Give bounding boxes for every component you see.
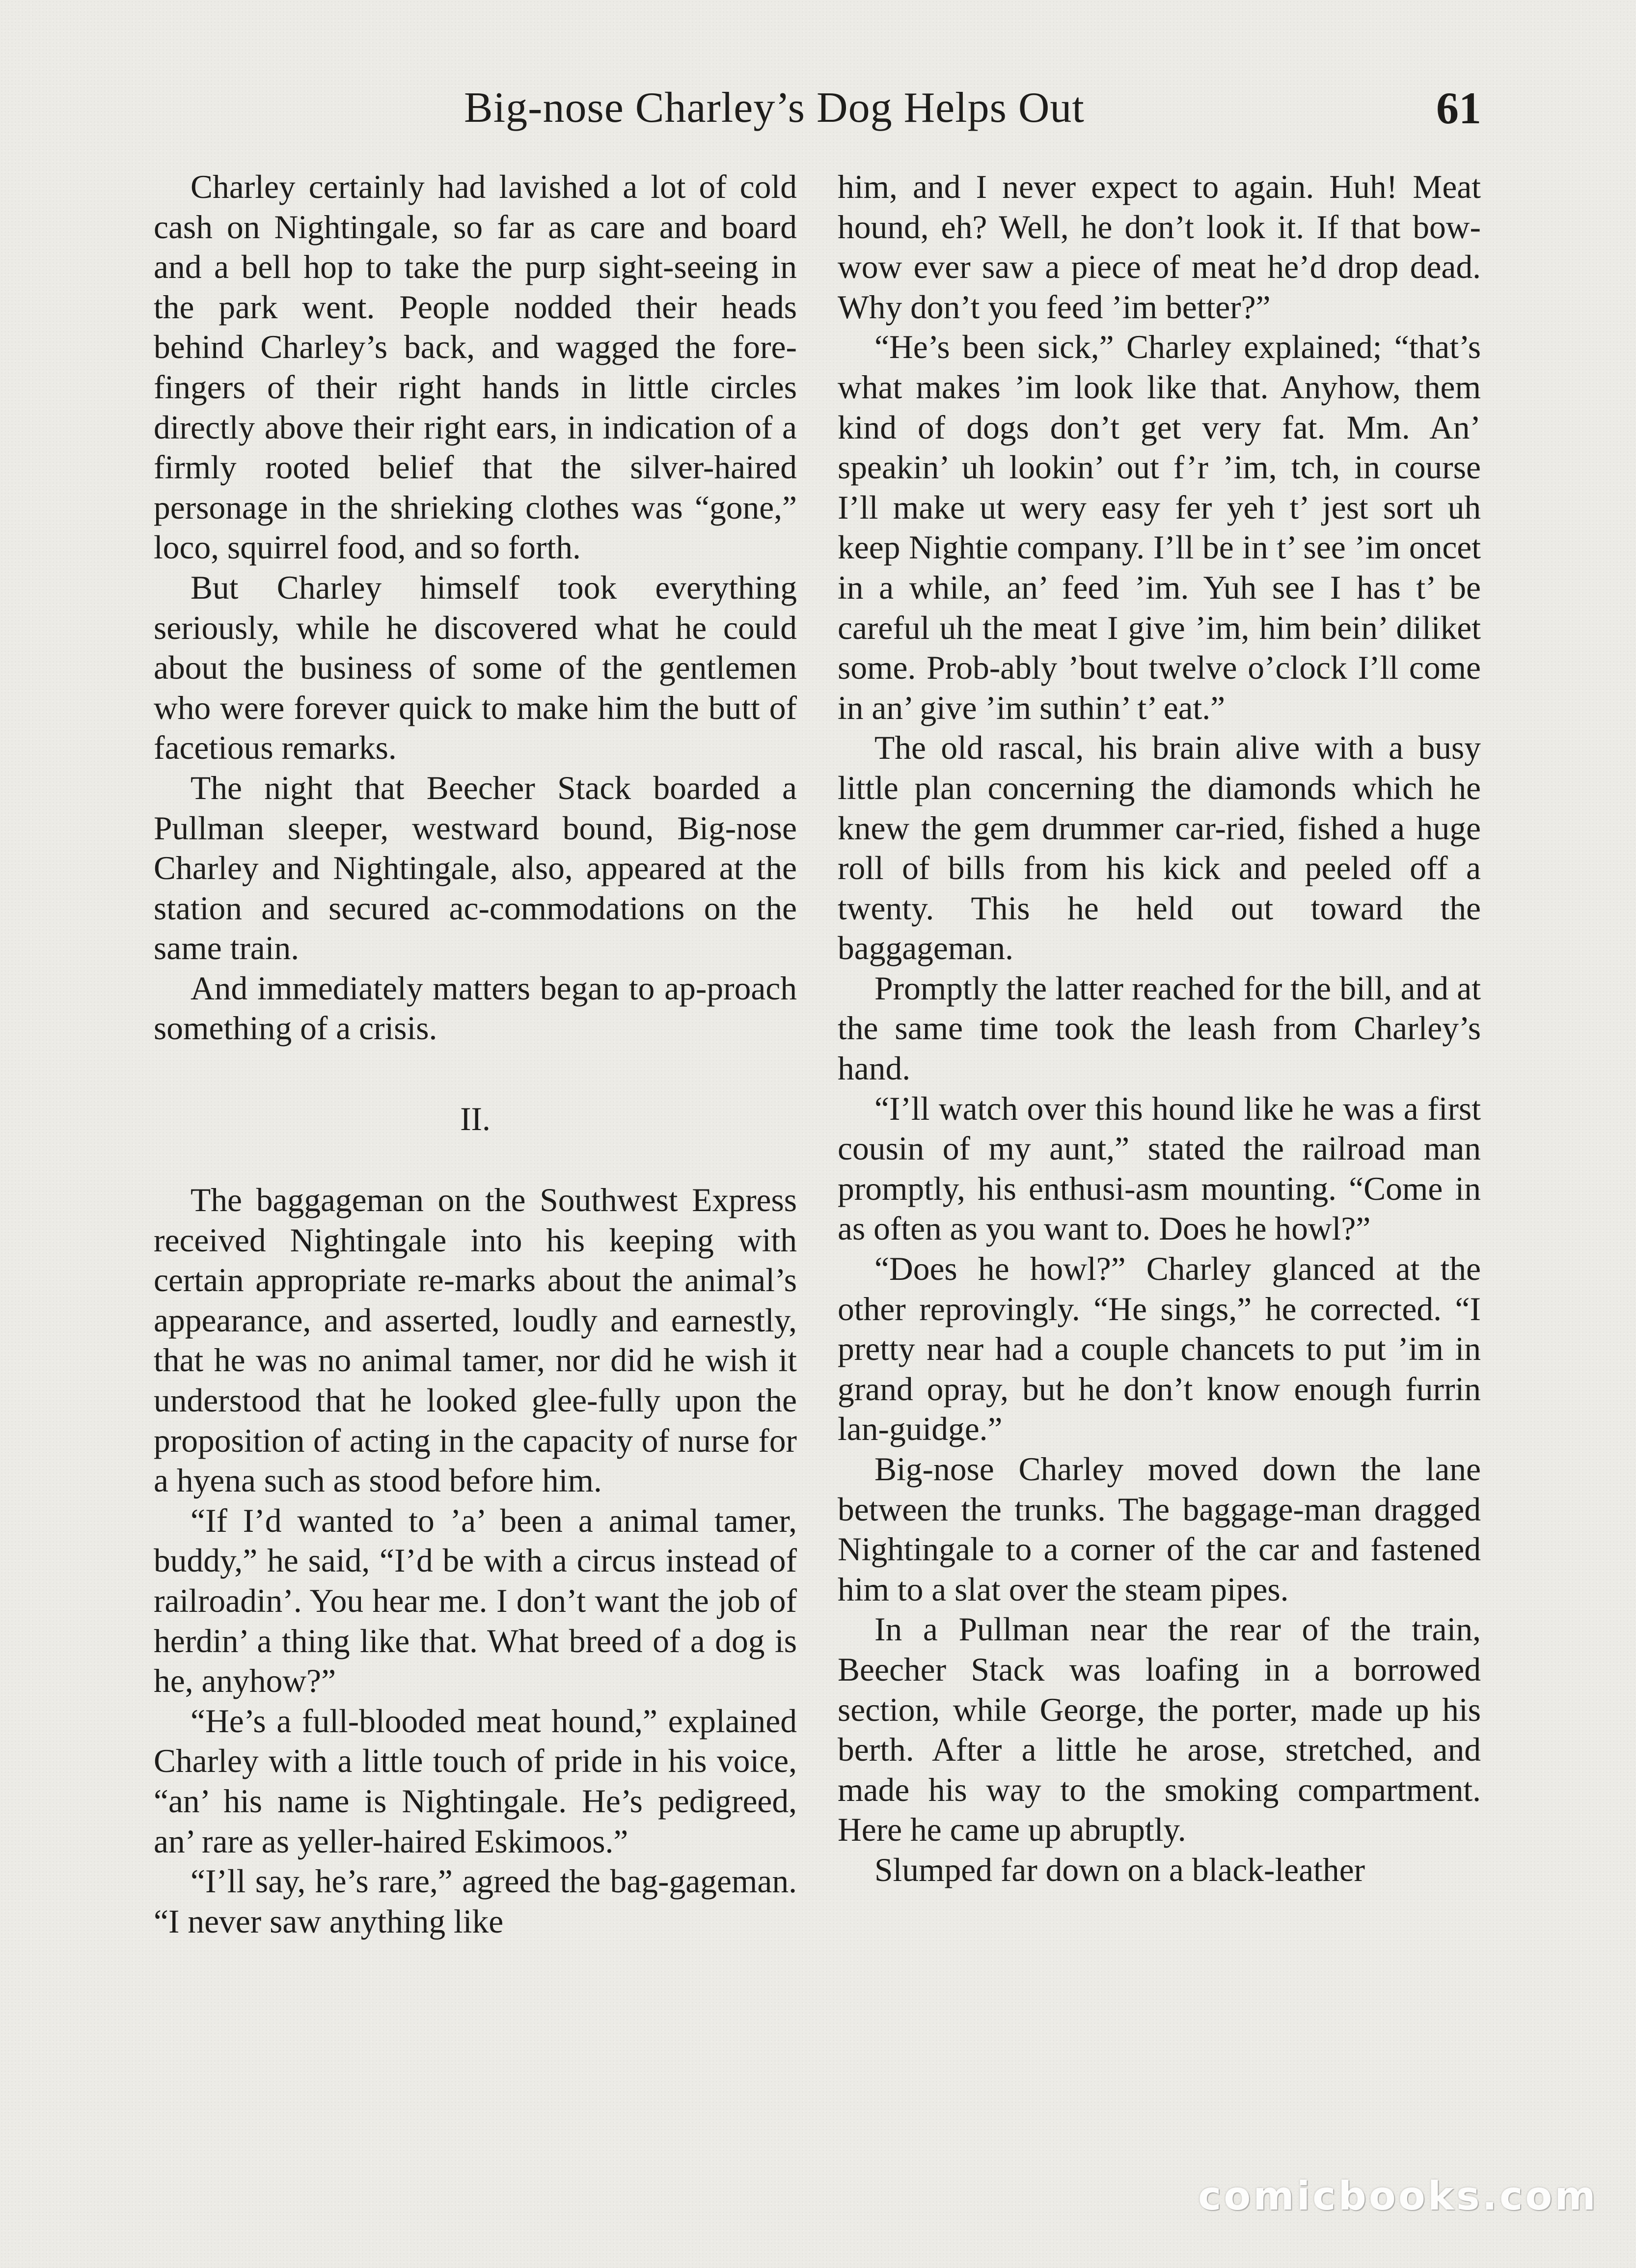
right-column bbox=[838, 167, 1481, 1890]
paragraph: Big-nose Charley moved down the lane between the trunks. The baggage-man dragged Nightingale to a corner of the car and fastened him to a slat over the steam pipes. bbox=[838, 1451, 1481, 1608]
section-heading: II. bbox=[460, 1101, 491, 1138]
page-header bbox=[0, 81, 1636, 135]
paragraph: “If I’d wanted to ’a’ been a animal tamer, buddy,” he said, “I’d be with a circus instead of railroadin’. You hear me. I don’t want the job of herdin’ a thing like that. What breed of a dog is he, anyhow?” bbox=[154, 1502, 797, 1700]
paragraph: “He’s been sick,” Charley explained; “that’s what makes ’im look like that. Anyhow, them kind of dogs don’t get very fat. Mm. An’ speakin’ uh lookin’ out f’r ’im, tch, in course I’ll make ut wery easy fer yeh t’ jest sort uh keep Nightie company. I’ll be in t’ see ’im oncet in a while, an’ feed ’im. Yuh see I has t’ be careful uh the meat I give ’im, him bein’ diliket some. Prob-ably ’bout twelve o’clock I’ll come in an’ give ’im suthin’ t’ eat.” bbox=[838, 329, 1481, 726]
paragraph: The baggageman on the Southwest Express received Nightingale into his keeping with certain appropriate re-marks about the animal’s appearance, and asserted, loudly and earnestly, that he was no animal tamer, nor did he wish it understood that he looked glee-fully upon the proposition of acting in the capacity of nurse for a hyena such as stood before him. bbox=[154, 1182, 797, 1499]
paragraph: Charley certainly had lavished a lot of cold cash on Nightingale, so far as care and board and a bell hop to take the purp sight-seeing in the park went. People nodded their heads behind Charley’s back, and wagged the fore-fingers of their right hands in little circles directly above their right ears, in indication of a firmly rooted belief that the silver-haired personage in the shrieking clothes was “gone,” loco, squirrel food, and so forth. bbox=[154, 168, 797, 566]
section-spacer bbox=[154, 1049, 797, 1099]
paragraph: “He’s a full-blooded meat hound,” explained Charley with a little touch of pride in his voice, “an’ his name is Nightingale. He’s pedigreed, an’ rare as yeller-haired Eskimoos.” bbox=[154, 1702, 797, 1860]
watermark-logo: comicbooks.com bbox=[1198, 2173, 1598, 2219]
page-number: 61 bbox=[1436, 83, 1481, 133]
paragraph: In a Pullman near the rear of the train, Beecher Stack was loafing in a borrowed section, while George, the porter, made up his berth. After a little he arose, stretched, and made his way to the smoking compartment. Here he came up abruptly. bbox=[838, 1611, 1481, 1849]
paragraph-continued: him, and I never expect to again. Huh! Meat hound, eh? Well, he don’t look it. If that bow-wow ever saw a piece of meat he’d drop dead. Why don’t you feed ’im better?” bbox=[838, 168, 1481, 326]
paragraph: Promptly the latter reached for the bill, and at the same time took the leash from Charley’s hand. bbox=[838, 969, 1481, 1087]
paragraph: “I’ll say, he’s rare,” agreed the bag-gageman. “I never saw anything like bbox=[154, 1863, 797, 1940]
paragraph: “Does he howl?” Charley glanced at the other reprovingly. “He sings,” he corrected. “I pretty near had a couple chancets to put ’im in grand opray, but he don’t know enough furrin lan-guidge.” bbox=[838, 1250, 1481, 1448]
paragraph: The night that Beecher Stack boarded a Pullman sleeper, westward bound, Big-nose Charley and Nightingale, also, appeared at the station and secured ac-commodations on the same train. bbox=[154, 769, 797, 967]
paragraph: Slumped far down on a black-leather bbox=[874, 1851, 1365, 1888]
paragraph: The old rascal, his brain alive with a busy little plan concerning the diamonds which he knew the gem drummer car-ried, fished a huge roll of bills from his kick and peeled off a twenty. This he held out toward the baggageman. bbox=[838, 729, 1481, 967]
paragraph: But Charley himself took everything seriously, while he discovered what he could about the business of some of the gentlemen who were forever quick to make him the butt of facetious remarks. bbox=[154, 569, 797, 767]
paragraph: “I’ll watch over this hound like he was a first cousin of my aunt,” stated the railroad man promptly, his enthusi-asm mounting. “Come in as often as you want to. Does he howl?” bbox=[838, 1090, 1481, 1247]
running-title: Big-nose Charley’s Dog Helps Out bbox=[464, 84, 1085, 132]
left-column bbox=[154, 167, 797, 1941]
paragraph: And immediately matters began to ap-proach something of a crisis. bbox=[154, 969, 797, 1047]
